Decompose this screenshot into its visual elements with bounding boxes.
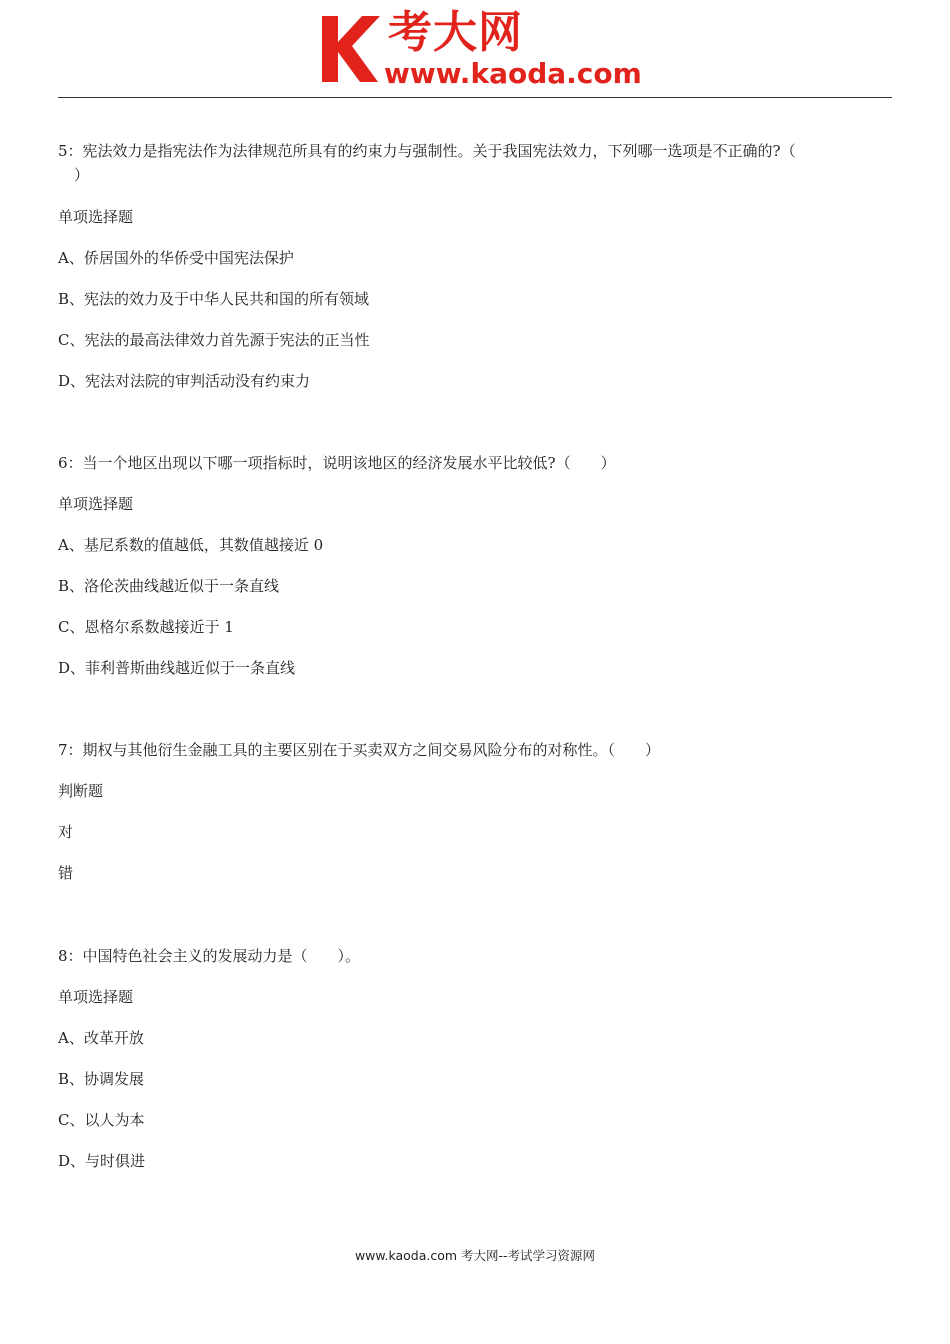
logo-url: www.kaoda.com (384, 57, 642, 90)
question-8-type: 单项选择题 (58, 988, 134, 1006)
question-8-option-a[interactable]: A、改革开放 (58, 1029, 144, 1047)
question-5-option-b[interactable]: B、宪法的效力及于中华人民共和国的所有领域 (58, 290, 370, 308)
logo-chinese-name: 考大网 (388, 7, 523, 58)
question-7-option-false[interactable]: 错 (58, 864, 74, 882)
question-6-option-a[interactable]: A、基尼系数的值越低，其数值越接近 0 (58, 536, 324, 554)
question-8-option-b[interactable]: B、协调发展 (58, 1070, 145, 1088)
question-5-option-d[interactable]: D、宪法对法院的审判活动没有约束力 (58, 372, 311, 390)
header-divider (58, 97, 892, 98)
page-footer: www.kaoda.com 考大网--考试学习资源网 (354, 1248, 596, 1263)
question-7-type: 判断题 (58, 782, 104, 800)
k-logo-icon (318, 12, 382, 86)
question-5-option-a[interactable]: A、侨居国外的华侨受中国宪法保护 (58, 249, 294, 267)
question-6-option-d[interactable]: D、菲利普斯曲线越近似于一条直线 (58, 659, 296, 677)
question-5-type: 单项选择题 (58, 208, 134, 226)
question-6-option-b[interactable]: B、洛伦茨曲线越近似于一条直线 (58, 577, 280, 595)
question-6-type: 单项选择题 (58, 495, 134, 513)
question-5-text: 5：宪法效力是指宪法作为法律规范所具有的约束力与强制性。关于我国宪法效力，下列哪一选项是不正确的?（ (58, 142, 796, 160)
question-8-option-d[interactable]: D、与时俱进 (58, 1152, 146, 1170)
site-logo (318, 8, 648, 94)
question-6-text: 6：当一个地区出现以下哪一项指标时，说明该地区的经济发展水平比较低?（ ） (58, 454, 616, 472)
question-8-text: 8：中国特色社会主义的发展动力是（ ）。 (58, 947, 361, 965)
question-7-text: 7：期权与其他衍生金融工具的主要区别在于买卖双方之间交易风险分布的对称性。（ ） (58, 741, 661, 759)
question-5-option-c[interactable]: C、宪法的最高法律效力首先源于宪法的正当性 (58, 331, 370, 349)
question-7-option-true[interactable]: 对 (58, 823, 74, 841)
question-6-option-c[interactable]: C、恩格尔系数越接近于 1 (58, 618, 234, 636)
question-5-text-continued: ） (74, 166, 90, 184)
question-8-option-c[interactable]: C、以人为本 (58, 1111, 145, 1129)
